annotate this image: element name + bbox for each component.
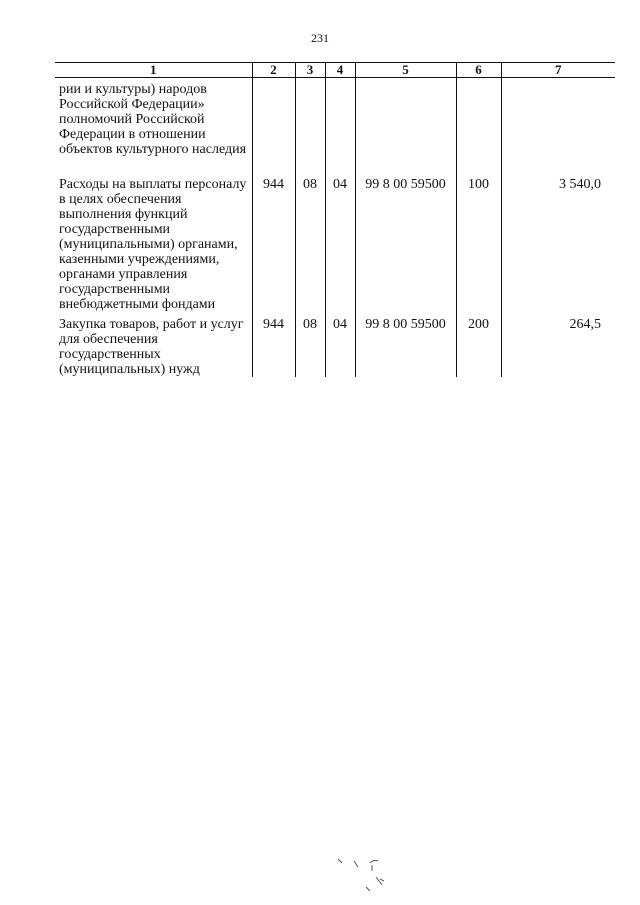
subsection-code: 04: [325, 168, 355, 312]
target-code: 99 8 00 59500: [355, 312, 456, 377]
subsection-code: [325, 78, 355, 169]
table-row: [55, 78, 615, 169]
column-header-1: 1: [55, 63, 252, 78]
table-row: [55, 168, 615, 312]
row-name: Расходы на выплаты персоналу в целях обеспечения выполнения функций государственными (муниципальными) органами, казенными учреждениями, органами управления государственными внебюджетными фондами: [59, 177, 247, 312]
amount: [501, 78, 615, 169]
ministry-code: 944: [252, 168, 295, 312]
table-row: [55, 312, 615, 377]
budget-table: [55, 62, 615, 377]
page-number: 231: [311, 31, 329, 45]
header-row: [55, 63, 615, 78]
row-name: Закупка товаров, работ и услуг для обеспечения государственных (муниципальных) нужд: [59, 317, 244, 377]
amount: 3 540,0: [501, 168, 615, 312]
expense-type-code: 100: [456, 168, 501, 312]
column-header-5: 5: [355, 63, 456, 78]
scan-mark: [336, 855, 396, 895]
expense-type-code: [456, 78, 501, 169]
ministry-code: [252, 78, 295, 169]
column-header-7: 7: [501, 63, 615, 78]
section-code: 08: [295, 168, 325, 312]
column-header-2: 2: [252, 63, 295, 78]
section-code: [295, 78, 325, 169]
ministry-code: 944: [252, 312, 295, 377]
column-header-4: 4: [325, 63, 355, 78]
section-code: 08: [295, 312, 325, 377]
amount: 264,5: [501, 312, 615, 377]
target-code: [355, 78, 456, 169]
column-header-6: 6: [456, 63, 501, 78]
target-code: 99 8 00 59500: [355, 168, 456, 312]
row-name: рии и культуры) народов Российской Федерации» полномочий Российской Федерации в отношении объектов культурного наследия: [59, 82, 247, 157]
expense-type-code: 200: [456, 312, 501, 377]
column-header-3: 3: [295, 63, 325, 78]
subsection-code: 04: [325, 312, 355, 377]
